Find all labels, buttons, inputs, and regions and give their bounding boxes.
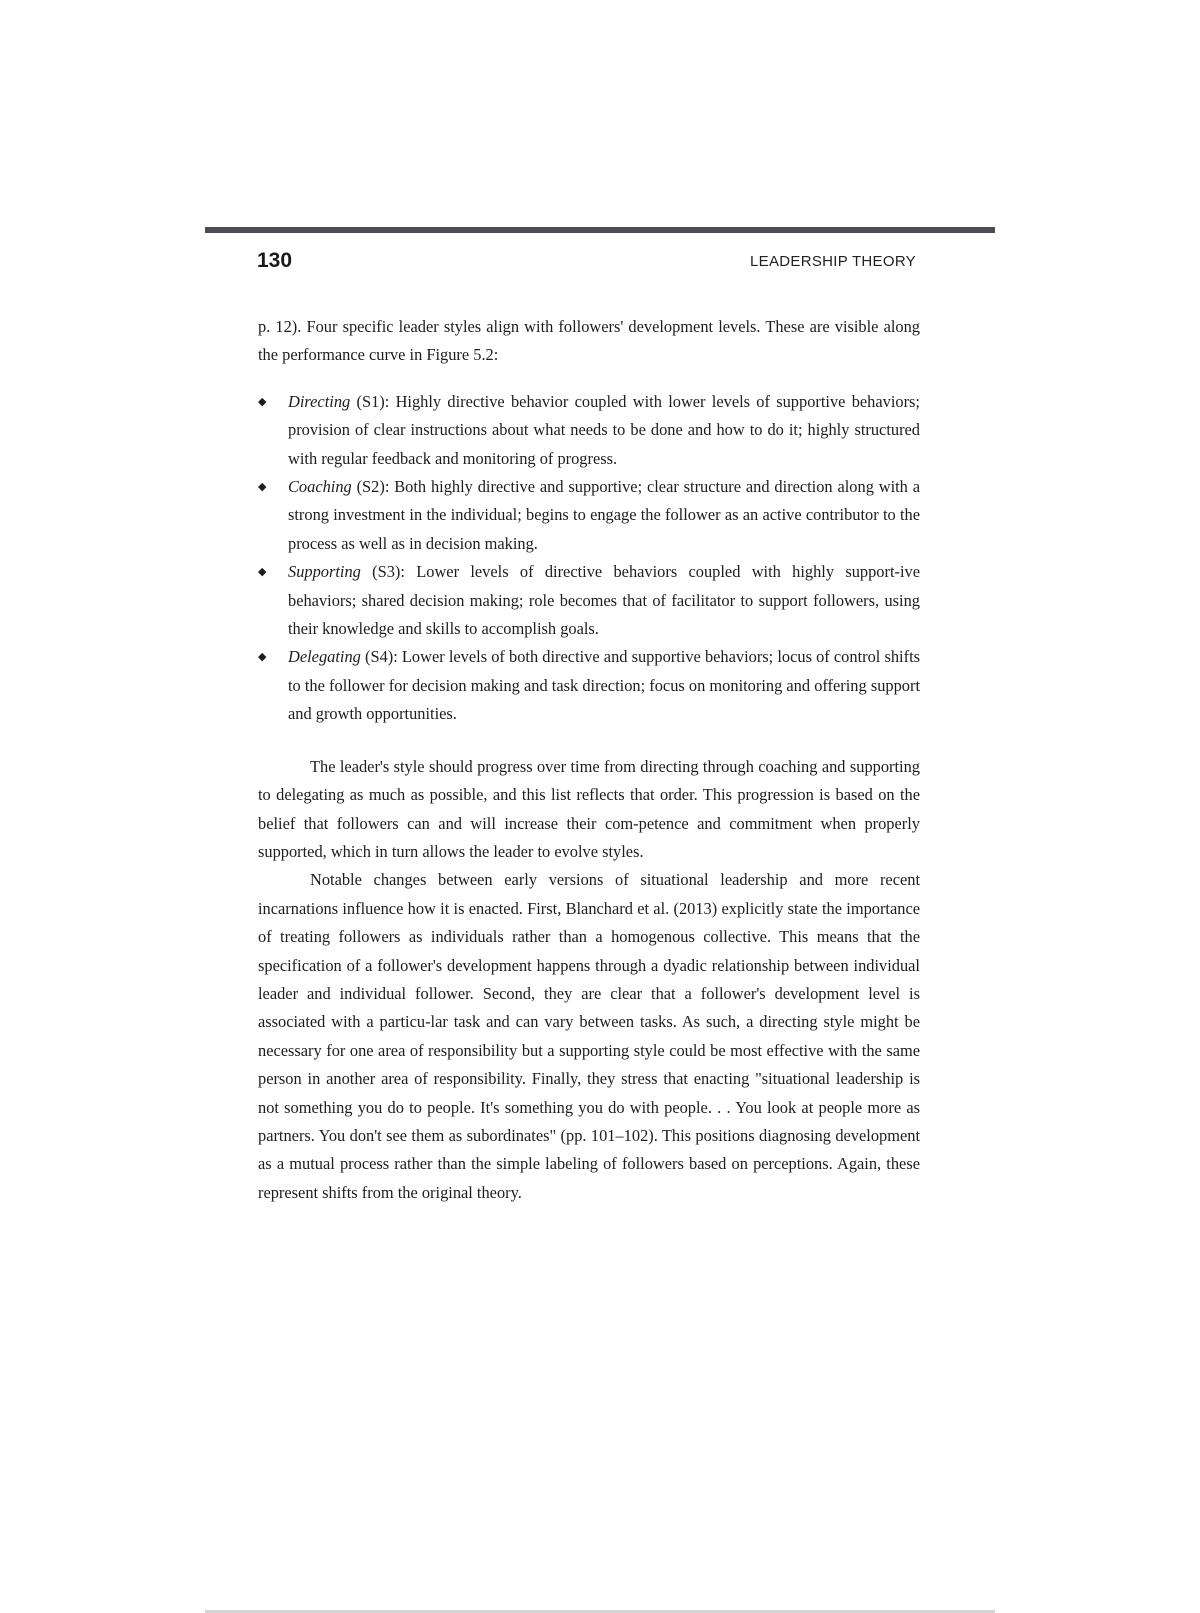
style-term: Supporting	[288, 562, 361, 582]
style-term: Coaching	[288, 477, 352, 497]
list-item-supporting	[258, 558, 920, 643]
bullet-icon: ◆	[258, 395, 267, 408]
list-item-directing	[258, 388, 920, 473]
paragraph-style-progression: The leader's style should progress over time from directing through coaching and supporting to delegating as much as possible, and this list reflects that order. This progression is based on the belief that followers can and will increase their com-petence and commitment when properly supported, which in turn allows the leader to evolve styles.	[258, 756, 920, 861]
style-term: Delegating	[288, 647, 361, 667]
body-text	[258, 313, 920, 1207]
list-item-delegating	[258, 643, 920, 728]
style-code: (S3):	[360, 562, 417, 582]
style-code: (S1):	[350, 391, 396, 411]
list-item-coaching	[258, 473, 920, 558]
leader-styles-list	[258, 388, 920, 729]
style-description: Highly directive behavior coupled with lower levels of supportive behaviors; provision of clear instructions about what needs to be done and how to do it; highly structured with regular feedback and monitoring of progress.	[288, 391, 920, 468]
style-term: Directing	[288, 391, 351, 411]
bullet-icon: ◆	[258, 651, 267, 664]
style-code: (S2):	[351, 477, 395, 497]
running-head: LEADERSHIP THEORY	[750, 253, 916, 270]
header-rule	[205, 227, 995, 233]
style-description: Lower levels of both directive and supportive behaviors; locus of control shifts to the follower for decision making and task direction; focus on monitoring and offering support and growth opportunities.	[288, 647, 920, 724]
style-description: Lower levels of directive behaviors coupled with highly support-ive behaviors; shared decision making; role becomes that of facilitator to support followers, using their knowledge and skills to accomplish goals.	[288, 562, 920, 639]
bullet-icon: ◆	[258, 481, 267, 494]
bullet-icon: ◆	[258, 566, 267, 579]
paragraph-notable-changes: Notable changes between early versions of situational leadership and more recent incarnations influence how it is enacted. First, Blanchard et al. (2013) explicitly state the importance of treating followers as individuals rather than a homogenous collective. This means that the specification of a follower's development happens through a dyadic relationship between individual leader and individual follower. Second, they are clear that a follower's development level is associated with a particu-lar task and can vary between tasks. As such, a directing style might be necessary for one area of responsibility but a supporting style could be most effective with the same person in another area of responsibility. Finally, they stress that enacting "situational leadership is not something you do to people. It's something you do with people. . . You look at people more as partners. You don't see them as subordinates" (pp. 101–102). This positions diagnosing development as a mutual process rather than the simple labeling of followers based on perceptions. Again, these represent shifts from the original theory.	[258, 870, 920, 1202]
style-description: Both highly directive and supportive; clear structure and direction along with a strong investment in the individual; begins to engage the follower as an active contributor to the process as well as in decision making.	[288, 477, 920, 553]
intro-paragraph: p. 12). Four specific leader styles align with followers' development levels. These are visible along the performance curve in Figure 5.2:	[258, 317, 920, 365]
style-code: (S4):	[360, 647, 402, 667]
page-number: 130	[257, 249, 293, 272]
